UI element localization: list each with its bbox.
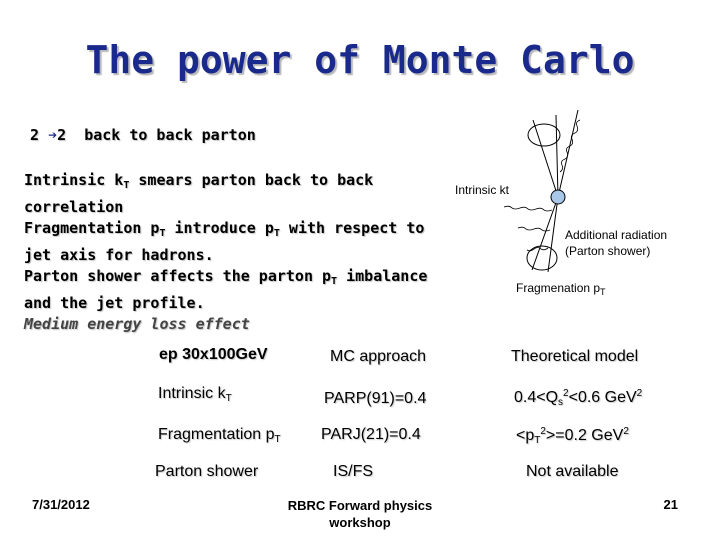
radiation-line-1: Additional radiation xyxy=(565,228,668,242)
text-span: smears parton back to back xyxy=(129,171,374,189)
table-row3-col2: IS/FS xyxy=(333,463,374,480)
text-span: imbalance xyxy=(337,267,428,285)
text-span: <p xyxy=(516,427,535,444)
superscript: 2 xyxy=(623,426,629,437)
bullet-line-5 xyxy=(24,266,427,293)
fragmentation-label xyxy=(516,281,606,297)
subscript: T xyxy=(159,228,166,239)
text-span: with respect to xyxy=(279,219,425,237)
footer-venue-line-2: workshop xyxy=(329,515,391,530)
subscript: T xyxy=(123,180,130,191)
parton-vertex xyxy=(551,190,565,204)
upper-jet-cone-right xyxy=(556,115,558,197)
upper-jet-axis xyxy=(558,110,578,197)
bullet-line-2: correlation xyxy=(24,197,124,216)
bullet-line-3 xyxy=(24,218,427,245)
subscript: T xyxy=(225,393,232,404)
subscript: T xyxy=(273,228,280,239)
upper-jet-cone-left xyxy=(533,120,558,197)
superscript: 2 xyxy=(563,388,569,399)
subscript: T xyxy=(274,434,281,445)
table-row2-col2: PARJ(21)=0.4 xyxy=(321,426,421,443)
table-row2-col1 xyxy=(158,426,281,445)
text-span: Parton shower affects the parton p xyxy=(24,267,332,285)
slide-title: The power of Monte Carlo xyxy=(85,38,635,82)
subscript: T xyxy=(534,435,541,446)
intrinsic-kt-label: Intrinsic kt xyxy=(455,183,510,197)
text-span: <0.6 GeV xyxy=(568,389,637,406)
page-number: 21 xyxy=(663,497,678,512)
table-row1-col1 xyxy=(158,385,232,404)
process-text: back to back parton xyxy=(84,126,256,144)
upper-gluon-radiation xyxy=(560,120,580,172)
superscript: 2 xyxy=(540,426,546,437)
text-span: Intrinsic k xyxy=(24,171,124,189)
lower-jet-cone-left xyxy=(532,197,558,270)
table-row1-col3 xyxy=(514,388,642,408)
subscript: T xyxy=(331,276,338,287)
table-row1-col2: PARP(91)=0.4 xyxy=(324,390,427,407)
footer-date: 7/31/2012 xyxy=(32,497,90,512)
bullet-line-1 xyxy=(24,170,427,197)
process-right: 2 xyxy=(57,126,67,144)
bullet-line-6: and the jet profile. xyxy=(24,293,205,312)
text-span: Fragmentation p xyxy=(158,426,275,443)
bullet-line-7: Medium energy loss effect xyxy=(24,315,250,333)
bullet-line-4: jet axis for hadrons. xyxy=(24,245,214,264)
bullet-block xyxy=(24,170,427,336)
upper-jet-ellipse xyxy=(528,124,560,146)
text-span: introduce p xyxy=(165,219,274,237)
radiation-line-2: (Parton shower) xyxy=(565,244,651,258)
lower-gluon-radiation-2 xyxy=(518,227,550,231)
process-line xyxy=(30,126,256,144)
arrow-icon: ➔ xyxy=(48,126,58,144)
table-row3-col3: Not available xyxy=(526,463,619,480)
text-span: >=0.2 GeV xyxy=(545,427,624,444)
lower-gluon-radiation-1 xyxy=(504,206,552,211)
radiation-label xyxy=(565,227,667,259)
superscript: 2 xyxy=(636,388,643,399)
table-header-col1: ep 30x100GeV xyxy=(159,346,268,363)
process-left: 2 xyxy=(30,126,40,144)
subscript: s xyxy=(558,397,564,408)
text-span: Fragmentation p xyxy=(24,219,160,237)
footer-venue-line-1: RBRC Forward physics xyxy=(287,498,433,513)
text-span: Fragmenation p xyxy=(516,281,601,295)
subscript: T xyxy=(600,287,606,297)
table-row3-col1: Parton shower xyxy=(155,463,259,480)
table-row2-col3 xyxy=(516,426,629,446)
text-span: 0.4<Q xyxy=(514,389,559,406)
text-span: Intrinsic k xyxy=(158,385,226,402)
table-header-col2: MC approach xyxy=(330,348,427,365)
footer-venue xyxy=(260,497,460,531)
table-header-col3: Theoretical model xyxy=(511,348,639,365)
